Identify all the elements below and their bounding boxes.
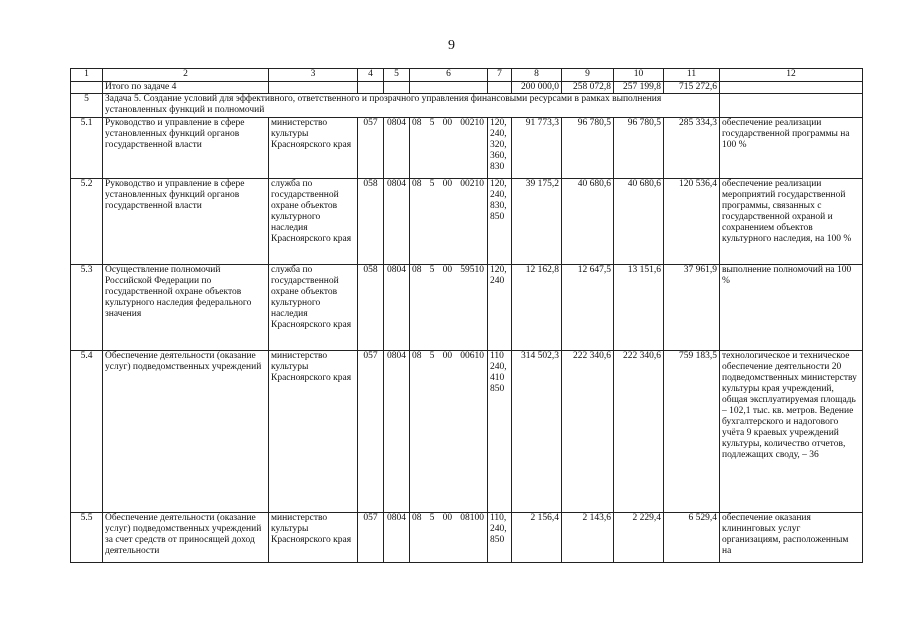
row-name: Руководство и управление в сфере установленных функций органов государственной власти: [103, 118, 269, 179]
row-section: 0804: [384, 265, 410, 351]
row-value: 13 151,6: [614, 265, 664, 351]
row-value: 37 961,9: [664, 265, 720, 351]
column-number-row: [71, 69, 863, 82]
task-row: [71, 94, 863, 118]
row-result: обеспечение оказания клининговых услуг организациям, расположенным на: [720, 513, 863, 563]
row-value: 2 156,4: [512, 513, 562, 563]
col-header: 8: [512, 69, 562, 82]
csr-part: 5: [429, 513, 435, 523]
row-section: 0804: [384, 513, 410, 563]
row-value: 759 183,5: [664, 351, 720, 513]
csr-part: 5: [429, 179, 435, 189]
table-row: [71, 118, 863, 179]
row-value: 96 780,5: [614, 118, 664, 179]
csr-part: 00: [442, 265, 453, 275]
csr-part: 08: [412, 265, 422, 275]
total-value: 715 272,6: [664, 82, 720, 94]
csr-part: 08: [412, 513, 422, 523]
csr-part: 00210: [460, 118, 484, 128]
row-value: 314 502,3: [512, 351, 562, 513]
table-row: [71, 351, 863, 513]
col-header: 11: [664, 69, 720, 82]
col-header: 5: [384, 69, 410, 82]
row-vr: 110 240, 410 850: [488, 351, 512, 513]
page-number: 9: [448, 38, 455, 53]
csr-part: 00: [442, 513, 453, 523]
row-value: 222 340,6: [614, 351, 664, 513]
total-label: Итого по задаче 4: [103, 82, 269, 94]
program-table: [70, 68, 863, 563]
row-section: 0804: [384, 351, 410, 513]
total-value: 258 072,8: [562, 82, 614, 94]
row-value: 2 143,6: [562, 513, 614, 563]
csr-part: 59510: [460, 265, 484, 275]
col-header: 2: [103, 69, 269, 82]
row-value: 12 162,8: [512, 265, 562, 351]
row-result: обеспечение реализации мероприятий государственной программы, связанных с государственной охраной и сохранением объектов культурного наследия, на 100 %: [720, 179, 863, 265]
total-row: [71, 82, 863, 94]
col-header: 7: [488, 69, 512, 82]
csr-part: 08: [412, 351, 422, 361]
row-value: 222 340,6: [562, 351, 614, 513]
row-number: 5.3: [71, 265, 103, 351]
row-value: 2 229,4: [614, 513, 664, 563]
col-header: 1: [71, 69, 103, 82]
row-vr: 120, 240, 830, 850: [488, 179, 512, 265]
total-value: 200 000,0: [512, 82, 562, 94]
table-row: [71, 513, 863, 563]
row-value: 40 680,6: [562, 179, 614, 265]
csr-part: 5: [429, 265, 435, 275]
row-csr: [410, 513, 488, 563]
row-code: 058: [358, 179, 384, 265]
row-value: 6 529,4: [664, 513, 720, 563]
row-number: 5.4: [71, 351, 103, 513]
row-code: 057: [358, 513, 384, 563]
row-vr: 120, 240: [488, 265, 512, 351]
csr-part: 00610: [460, 351, 484, 361]
row-value: 120 536,4: [664, 179, 720, 265]
row-grbs: министерство культуры Красноярского края: [269, 351, 358, 513]
col-header: 4: [358, 69, 384, 82]
row-grbs: служба по государственной охране объектов культурного наследия Красноярского края: [269, 179, 358, 265]
csr-part: 00210: [460, 179, 484, 189]
row-vr: 110, 240, 850: [488, 513, 512, 563]
row-grbs: служба по государственной охране объектов культурного наследия Красноярского края: [269, 265, 358, 351]
row-name: Руководство и управление в сфере установленных функций органов государственной власти: [103, 179, 269, 265]
row-number: 5.5: [71, 513, 103, 563]
col-header: 10: [614, 69, 664, 82]
row-csr: [410, 265, 488, 351]
csr-part: 00: [442, 118, 453, 128]
row-code: 058: [358, 265, 384, 351]
row-value: 12 647,5: [562, 265, 614, 351]
csr-part: 5: [429, 351, 435, 361]
csr-part: 08: [412, 118, 422, 128]
row-value: 39 175,2: [512, 179, 562, 265]
row-number: 5.1: [71, 118, 103, 179]
col-header: 6: [410, 69, 488, 82]
row-grbs: министерство культуры Красноярского края: [269, 118, 358, 179]
csr-part: 08: [412, 179, 422, 189]
total-value: 257 199,8: [614, 82, 664, 94]
row-vr: 120, 240, 320, 360, 830: [488, 118, 512, 179]
row-section: 0804: [384, 118, 410, 179]
task-text: Задача 5. Создание условий для эффективного, ответственного и прозрачного управления финансовыми ресурсами в рамках выполнения установленных функций и полномочий: [103, 94, 720, 118]
row-result: выполнение полномочий на 100 %: [720, 265, 863, 351]
row-result: обеспечение реализации государственной программы на 100 %: [720, 118, 863, 179]
csr-part: 00: [442, 351, 453, 361]
task-number: 5: [71, 94, 103, 118]
row-grbs: министерство культуры Красноярского края: [269, 513, 358, 563]
row-name: Осуществление полномочий Российской Федерации по государственной охране объектов культурного наследия федерального значения: [103, 265, 269, 351]
row-code: 057: [358, 118, 384, 179]
col-header: 9: [562, 69, 614, 82]
csr-part: 08100: [460, 513, 484, 523]
row-name: Обеспечение деятельности (оказание услуг) подведомственных учреждений: [103, 351, 269, 513]
csr-part: 00: [442, 179, 453, 189]
row-result: технологическое и техническое обеспечение деятельности 20 подведомственных министерству культуры края учреждений, общая эксплуатируемая площадь – 102,1 тыс. кв. метров. Ведение бухгалтерского и надогового учёта 9 краевых учреждений культуры, количество отчетов, подлежащих своду, – 36: [720, 351, 863, 513]
csr-part: 5: [429, 118, 435, 128]
row-csr: [410, 351, 488, 513]
col-header: 3: [269, 69, 358, 82]
row-name: Обеспечение деятельности (оказание услуг) подведомственных учреждений за счет средств от приносящей доход деятельности: [103, 513, 269, 563]
row-value: 91 773,3: [512, 118, 562, 179]
table-row: [71, 179, 863, 265]
row-value: 40 680,6: [614, 179, 664, 265]
row-code: 057: [358, 351, 384, 513]
col-header: 12: [720, 69, 863, 82]
row-number: 5.2: [71, 179, 103, 265]
row-value: 285 334,3: [664, 118, 720, 179]
row-csr: [410, 118, 488, 179]
row-section: 0804: [384, 179, 410, 265]
row-value: 96 780,5: [562, 118, 614, 179]
row-csr: [410, 179, 488, 265]
table-row: [71, 265, 863, 351]
